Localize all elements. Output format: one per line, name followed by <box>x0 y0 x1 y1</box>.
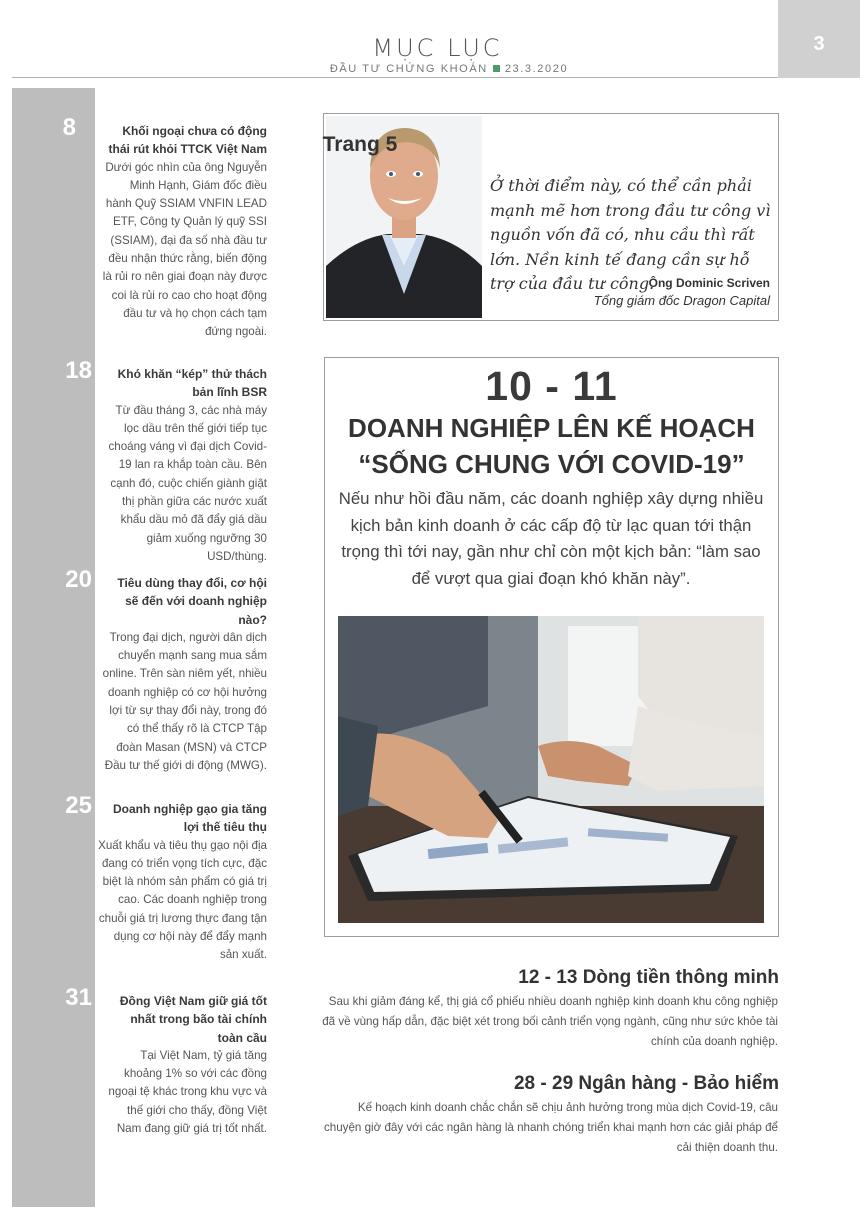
feature-page-range[interactable]: 10 - 11 <box>485 363 618 409</box>
entry-heading: Khó khăn “kép” thử thách bản lĩnh BSR <box>117 367 267 400</box>
green-square-icon <box>493 65 500 72</box>
item-title: Ngân hàng - Bảo hiểm <box>578 1073 779 1094</box>
entry-heading: Tiêu dùng thay đổi, cơ hội sẽ đến với doanh nghiệp nào? <box>117 576 267 627</box>
entry-page-number: 20 <box>65 566 92 593</box>
item-summary: Sau khi giảm đáng kể, thị giá cổ phiếu nhiều doanh nghiệp kinh doanh khu công nghiệp đã về vùng hấp dẫn, đặc biệt xét trong bối cảnh triển vọng ngành, cũng như sức khỏe tài chính của doanh nghiệp. <box>322 995 778 1048</box>
toc-entry[interactable] <box>102 365 267 566</box>
item-page-range: 28 - 29 <box>513 1073 574 1094</box>
item-page-range: 12 - 13 <box>518 967 578 988</box>
entry-summary: Tại Việt Nam, tỷ giá tăng khoảng 1% so với các đồng ngoại tệ khác trong khu vực và thế giới cho thấy, đồng Việt Nam đang giữ giá trị tốt nhất. <box>108 1048 267 1136</box>
item-title: Dòng tiền thông minh <box>582 967 779 988</box>
feature-headline <box>324 410 779 482</box>
entry-heading: Khối ngoại chưa có động thái rút khỏi TTCK Việt Nam <box>108 124 267 157</box>
left-sidebar-band <box>12 88 95 1207</box>
quote-author-name: Ông Dominic Scriven <box>648 276 770 290</box>
item-summary: Kế hoạch kinh doanh chắc chắn sẽ chịu ảnh hưởng trong mùa dịch Covid-19, câu chuyện giờ đây với các ngân hàng là nhanh chóng triển khai mạnh hơn các giải pháp để cải thiện doanh thu. <box>323 1101 778 1154</box>
publication-line <box>0 63 860 75</box>
header-divider <box>12 77 778 78</box>
entry-page-number: 25 <box>65 792 92 819</box>
section-title: MỤC LỤC <box>372 34 503 62</box>
entry-page-number: 18 <box>65 357 92 384</box>
toc-item-heading[interactable] <box>300 1073 779 1095</box>
feature-headline-line2: “SỐNG CHUNG VỚI COVID-19” <box>358 449 745 479</box>
entry-page-number: 8 <box>62 114 76 141</box>
feature-headline-line1: DOANH NGHIỆP LÊN KẾ HOẠCH <box>348 413 755 443</box>
toc-entry[interactable] <box>102 574 267 775</box>
quote-page-ref[interactable]: Trang 5 <box>322 133 398 156</box>
entry-summary: Từ đầu tháng 3, các nhà máy lọc dầu trên thế giới tiếp tục choáng váng vì đại dịch Covid-19 lan ra khắp toàn cầu. Bên cạnh đó, cuộc chiến giành giật thị phần giữa các nước xuất khẩu dầu mỏ đã đẩy giá dầu giảm xuống ngưỡng 30 USD/thùng. <box>108 403 267 563</box>
business-planning-illustration <box>338 616 764 923</box>
issue-date: 23.3.2020 <box>504 63 569 75</box>
entry-page-number: 31 <box>65 984 92 1011</box>
entry-summary: Dưới góc nhìn của ông Nguyễn Minh Hạnh, Giám đốc điều hành Quỹ SSIAM VNFIN LEAD ETF, Công ty Quản lý quỹ SSI (SSIAM), đại đa số nhà đầu tư đều nhận thức rằng, biến động là rủi ro nên giai đoạn này được coi là rủi ro cao cho hoạt động đầu tư và họ chọn cách tạm đứng ngoài. <box>102 160 267 339</box>
quote-author-role: Tổng giám đốc Dragon Capital <box>593 293 770 308</box>
quote-text: Ở thời điểm này, có thể cần phải mạnh mẽ hơn trong đầu tư công vì nguồn vốn đã có, nhu cầu thì rất lớn. Nền kinh tế đang cần sự hỗ trợ của đầu tư công. <box>490 176 771 293</box>
entry-heading: Đồng Việt Nam giữ giá tốt nhất trong bão tài chính toàn cầu <box>119 994 267 1045</box>
publication-name: ĐẦU TƯ CHỨNG KHOÁN <box>329 63 488 75</box>
entry-summary: Xuất khẩu và tiêu thụ gạo nội địa đang có triển vọng tích cực, đặc biệt là nhóm sản phẩm có giá trị cao. Các doanh nghiệp trong chuỗi giá trị lương thực đang tận dụng cơ hội này để đẩy mạnh sản xuất. <box>98 838 267 962</box>
entry-summary: Trong đại dịch, người dân dịch chuyển mạnh sang mua sắm online. Trên sàn niêm yết, nhiều doanh nghiệp có cơ hội hưởng lợi từ sự thay đổi này, trong đó có thể thấy rõ là CTCP Tập đoàn Masan (MSN) và CTCP Đầu tư thế giới di động (MWG). <box>102 630 267 772</box>
feature-lede: Nếu như hồi đầu năm, các doanh nghiệp xây dựng nhiều kịch bản kinh doanh ở các cấp độ từ lạc quan tới thận trọng thì tới nay, gần như chỉ còn một kịch bản: “làm sao để vượt qua giai đoạn khó khăn này”. <box>338 489 764 588</box>
entry-heading: Doanh nghiệp gạo gia tăng lợi thế tiêu thụ <box>113 802 267 835</box>
toc-entry[interactable] <box>96 800 267 965</box>
toc-item-heading[interactable] <box>300 967 779 989</box>
toc-entry[interactable] <box>102 992 267 1138</box>
page-number: 3 <box>778 0 860 78</box>
toc-entry[interactable] <box>102 122 267 342</box>
feature-photo <box>338 616 764 923</box>
